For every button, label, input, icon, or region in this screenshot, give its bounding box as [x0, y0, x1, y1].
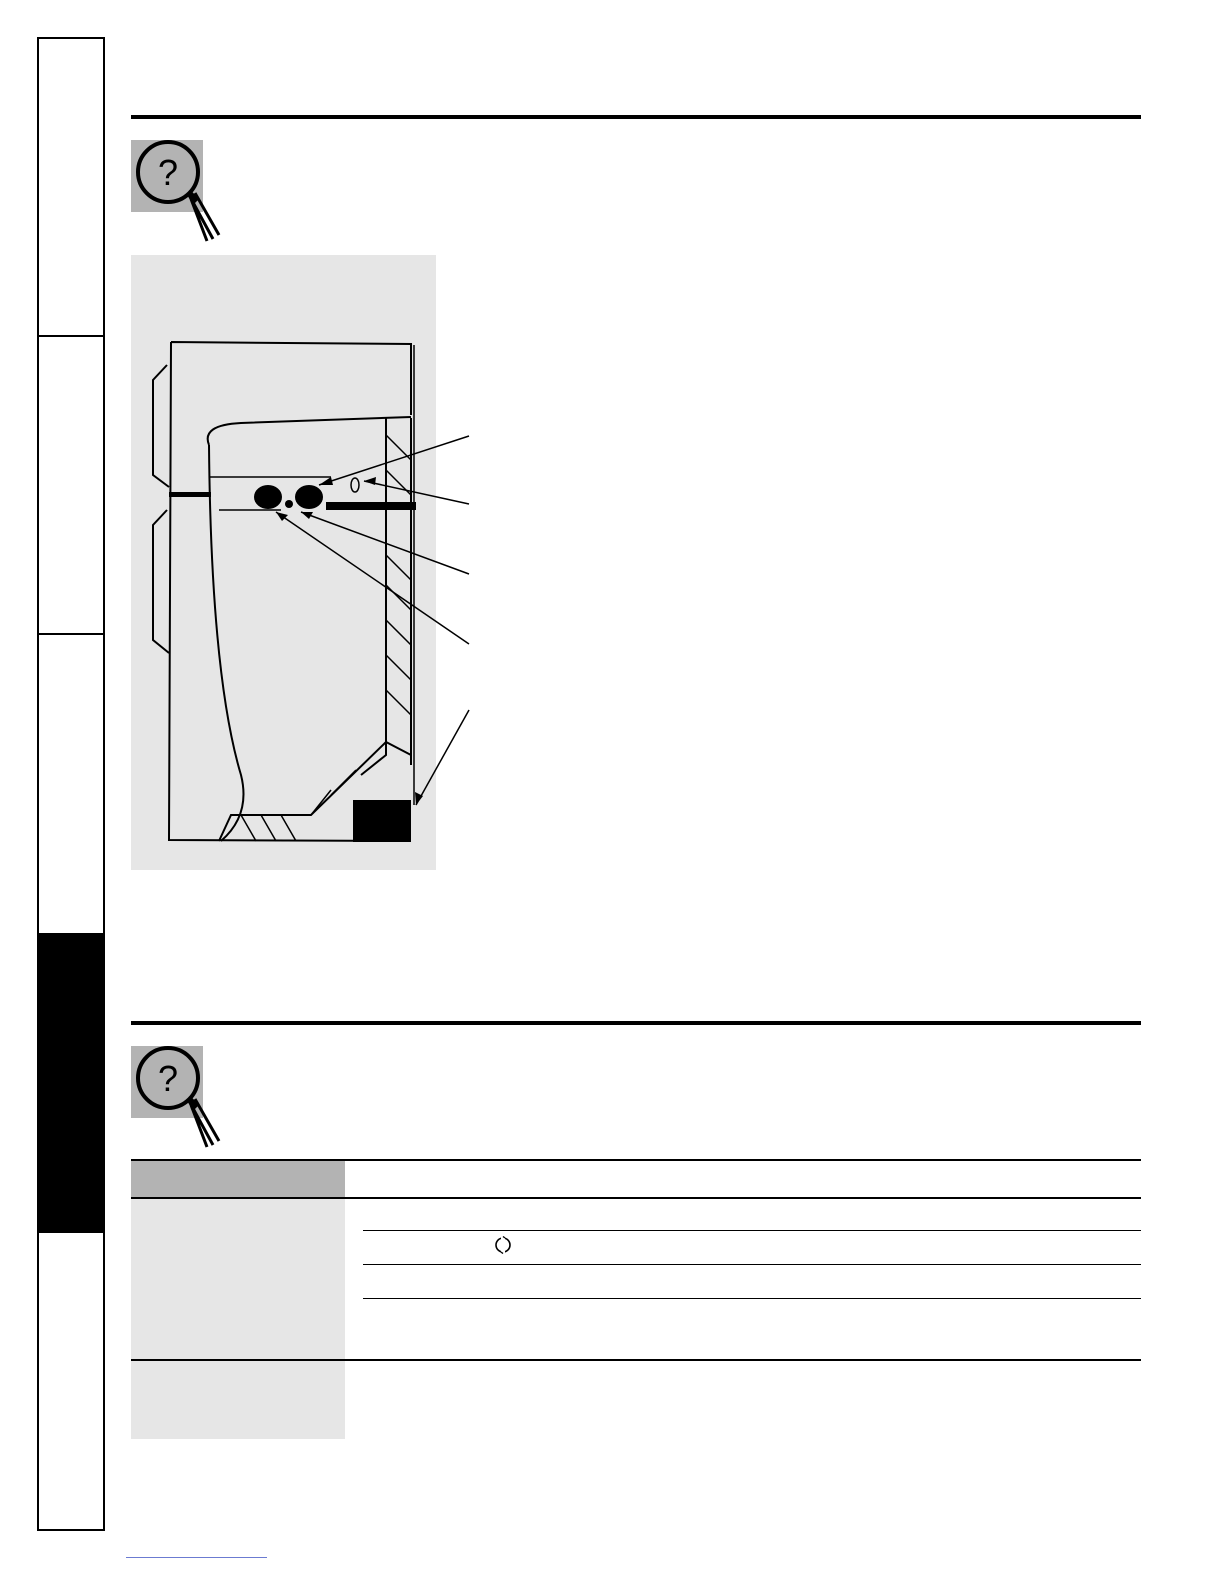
question-magnifier-icon — [131, 1041, 241, 1151]
question-magnifier-icon — [131, 135, 241, 245]
section-1-rule — [131, 115, 1141, 119]
table-row-1-rule-b — [363, 1264, 1141, 1265]
table-row-2-label-cell — [131, 1361, 345, 1439]
section-2-rule — [131, 1021, 1141, 1025]
side-tab-column — [37, 37, 105, 1531]
side-tab-3[interactable] — [39, 635, 103, 933]
table-row-1-rule-c — [363, 1298, 1141, 1299]
side-tab-5[interactable] — [39, 1233, 103, 1529]
table-header-cell — [131, 1161, 345, 1197]
footer-link-underline[interactable] — [126, 1557, 267, 1558]
svg-text:?: ? — [157, 1058, 179, 1099]
refrigerator-diagram — [131, 255, 601, 870]
table-row-1-label-cell — [131, 1199, 345, 1359]
svg-text:?: ? — [157, 152, 179, 193]
troubleshooting-table — [131, 1159, 1141, 1439]
table-row-1-rule-a — [363, 1230, 1141, 1231]
side-tab-2[interactable] — [39, 337, 103, 635]
side-tab-4-active[interactable] — [39, 933, 103, 1233]
side-tab-1[interactable] — [39, 39, 103, 337]
sync-icon — [494, 1236, 512, 1254]
